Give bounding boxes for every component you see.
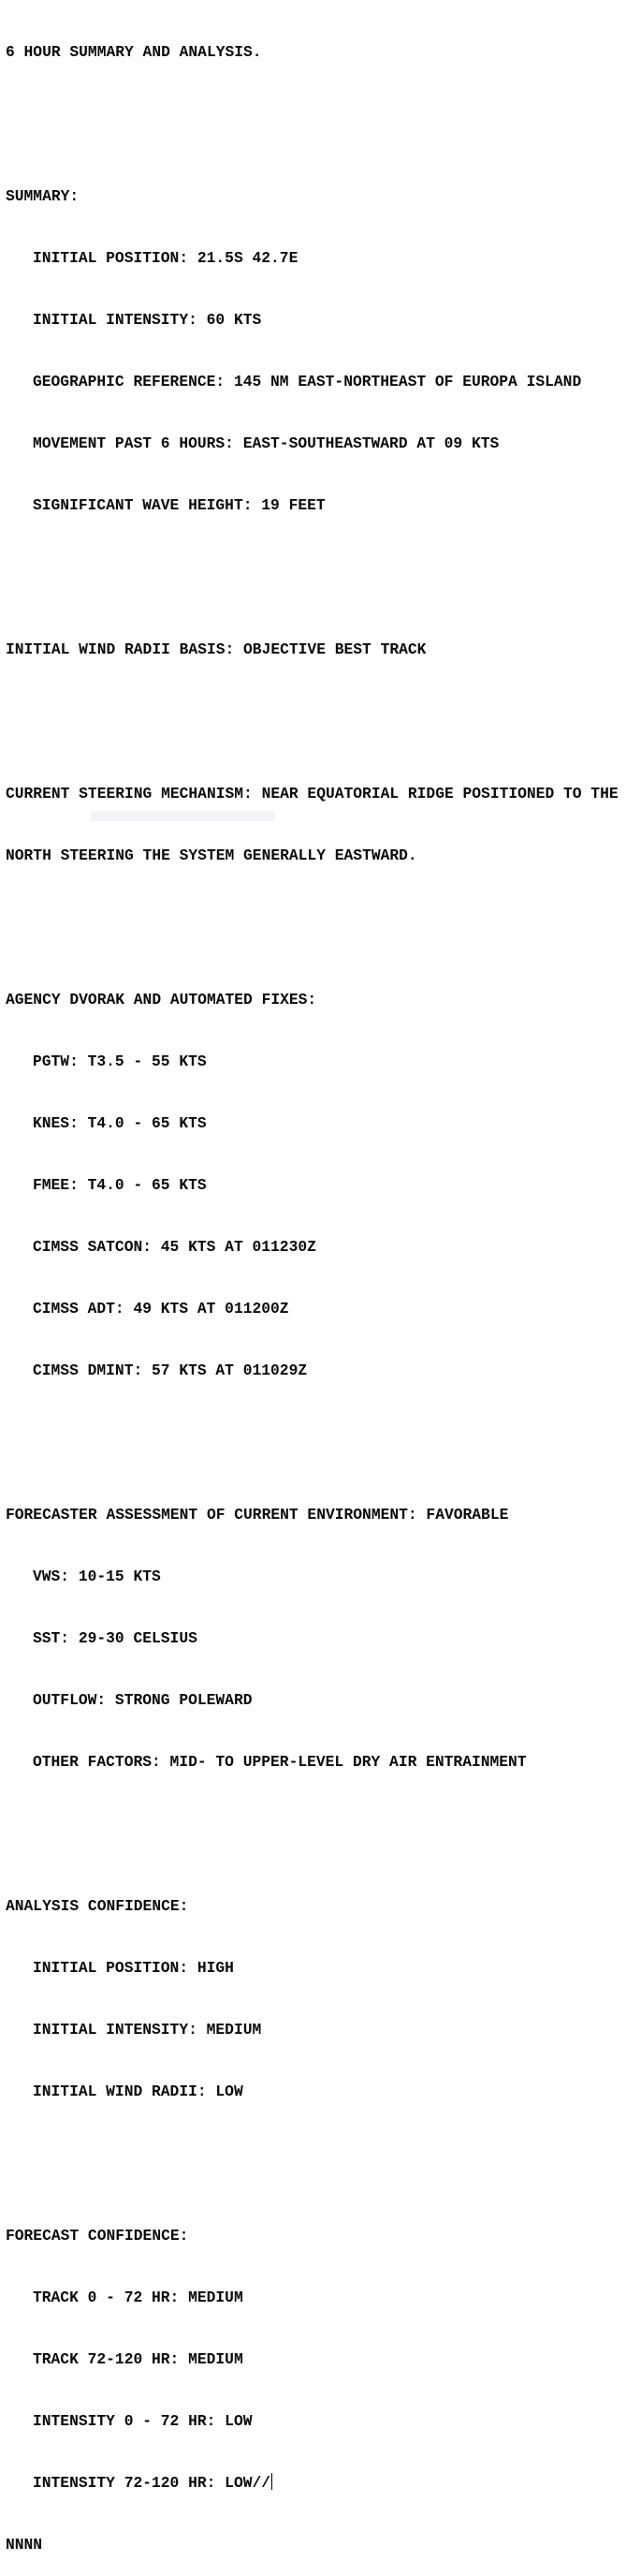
confidence-initial-intensity: INITIAL INTENSITY: MEDIUM — [33, 2021, 262, 2039]
summary-heading: SUMMARY: — [6, 187, 80, 205]
fixes-heading: AGENCY DVORAK AND AUTOMATED FIXES: — [6, 991, 317, 1008]
blank-line — [6, 907, 641, 928]
blank-line — [6, 1422, 641, 1443]
fix-cimss-adt: CIMSS ADT: 49 KTS AT 011200Z — [33, 1300, 289, 1317]
significant-wave-height: SIGNIFICANT WAVE HEIGHT: 19 FEET — [33, 496, 326, 514]
faint-selection-bar — [91, 811, 274, 821]
env-sst: SST: 29-30 CELSIUS — [33, 1629, 197, 1647]
env-vws: VWS: 10-15 KTS — [33, 1568, 161, 1585]
env-outflow: OUTFLOW: STRONG POLEWARD — [33, 1691, 253, 1709]
initial-intensity: INITIAL INTENSITY: 60 KTS — [33, 311, 262, 329]
analysis-confidence-heading: ANALYSIS CONFIDENCE: — [6, 1897, 189, 1915]
blank-line — [6, 701, 641, 722]
document-title: 6 HOUR SUMMARY AND ANALYSIS. — [6, 43, 262, 61]
environment-heading: FORECASTER ASSESSMENT OF CURRENT ENVIRONMENT: FAVORABLE — [6, 1506, 509, 1524]
fix-pgtw: PGTW: T3.5 - 55 KTS — [33, 1052, 207, 1070]
forecast-track-72-120: TRACK 72-120 HR: MEDIUM — [33, 2350, 243, 2368]
fix-fmee: FMEE: T4.0 - 65 KTS — [33, 1176, 207, 1194]
forecast-intensity-72-120-line[interactable] — [6, 2473, 641, 2494]
steering-mechanism-line-2: NORTH STEERING THE SYSTEM GENERALLY EASTWARD. — [6, 846, 417, 864]
blank-line — [6, 1814, 641, 1834]
steering-mechanism-line-1: CURRENT STEERING MECHANISM: NEAR EQUATORIAL RIDGE POSITIONED TO THE — [6, 785, 619, 802]
blank-line — [6, 104, 641, 125]
wind-radii-basis: INITIAL WIND RADII BASIS: OBJECTIVE BEST TRACK — [6, 640, 427, 658]
forecast-intensity-72-120: INTENSITY 72-120 HR: LOW// — [33, 2474, 271, 2492]
text-cursor — [271, 2473, 272, 2490]
forecast-intensity-0-72: INTENSITY 0 - 72 HR: LOW — [33, 2412, 253, 2430]
confidence-initial-position: INITIAL POSITION: HIGH — [33, 1959, 234, 1977]
forecast-confidence-heading: FORECAST CONFIDENCE: — [6, 2227, 189, 2245]
initial-position: INITIAL POSITION: 21.5S 42.7E — [33, 249, 299, 267]
env-other-factors: OTHER FACTORS: MID- TO UPPER-LEVEL DRY AIR ENTRAINMENT — [33, 1753, 527, 1771]
blank-line — [6, 2143, 641, 2164]
fix-cimss-satcon: CIMSS SATCON: 45 KTS AT 011230Z — [33, 1238, 316, 1256]
forecast-track-0-72: TRACK 0 - 72 HR: MEDIUM — [33, 2289, 243, 2306]
blank-line — [6, 557, 641, 578]
fix-cimss-dmint: CIMSS DMINT: 57 KTS AT 011029Z — [33, 1362, 308, 1379]
bulletin-text — [6, 1, 641, 2576]
confidence-initial-wind-radii: INITIAL WIND RADII: LOW — [33, 2083, 243, 2100]
movement-past-6-hours: MOVEMENT PAST 6 HOURS: EAST-SOUTHEASTWARD AT 09 KTS — [33, 434, 500, 452]
geographic-reference: GEOGRAPHIC REFERENCE: 145 NM EAST-NORTHEAST OF EUROPA ISLAND — [33, 373, 582, 390]
end-marker: NNNN — [6, 2536, 43, 2554]
fix-knes: KNES: T4.0 - 65 KTS — [33, 1114, 207, 1132]
